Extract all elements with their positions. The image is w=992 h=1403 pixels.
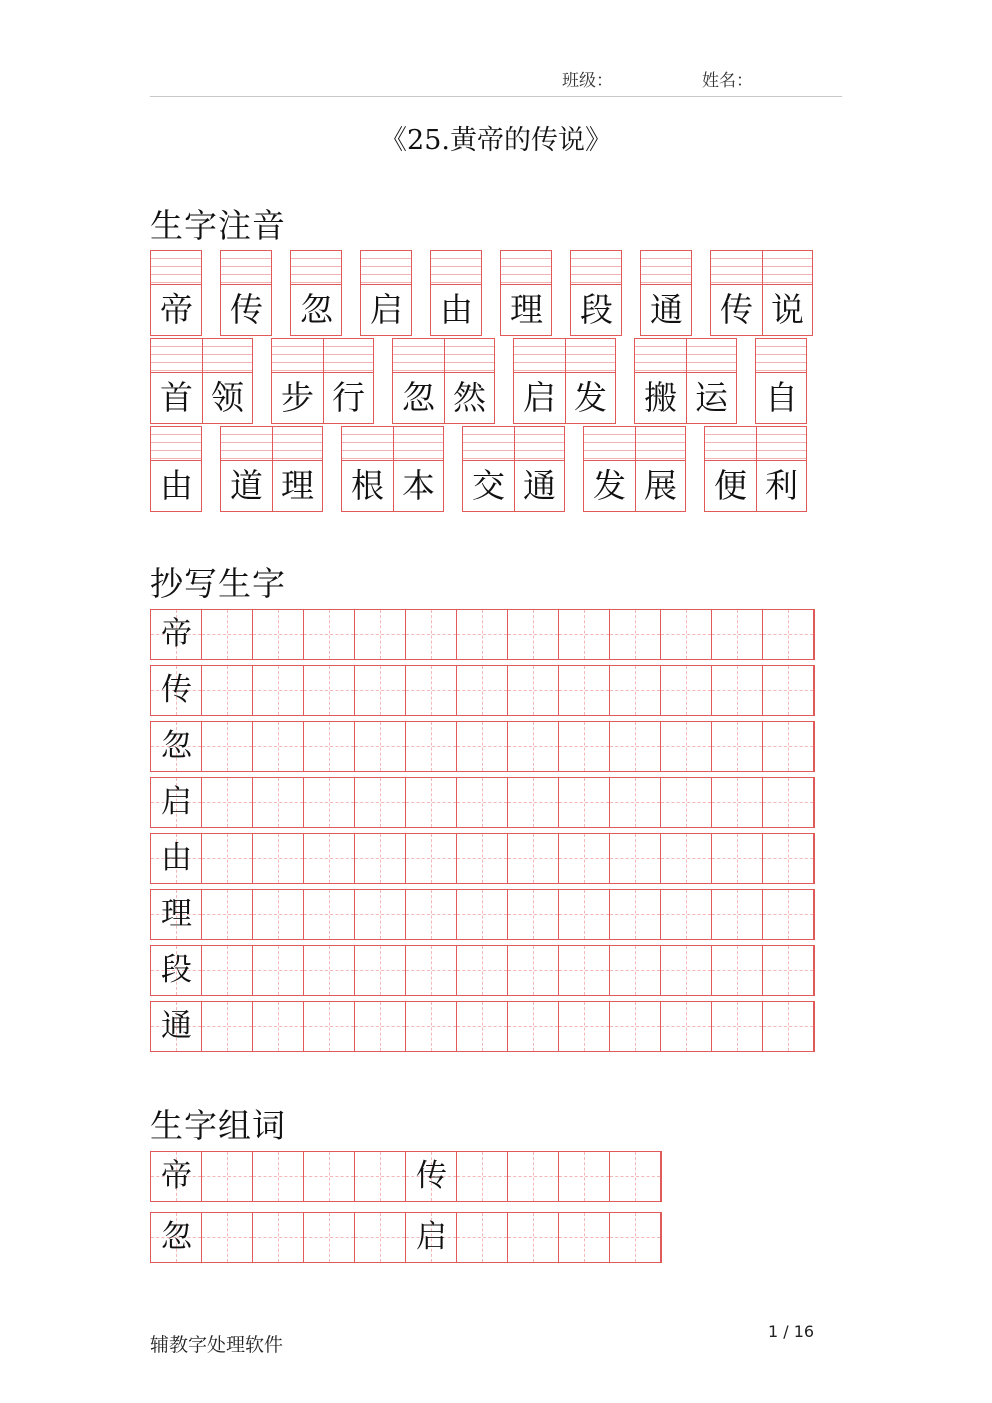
writing-cell[interactable]: [712, 778, 763, 827]
writing-cell[interactable]: [355, 722, 406, 771]
writing-cell[interactable]: [304, 610, 355, 659]
section-title-zhuyin: 生字注音: [150, 206, 286, 245]
zhuyin-character: 根: [351, 466, 384, 505]
zhuyin-word-box[interactable]: [570, 250, 622, 336]
zhuyin-character: 传: [230, 290, 263, 329]
zhuyin-character: 传: [720, 290, 753, 329]
pinyin-writing-lines[interactable]: [641, 251, 691, 285]
writing-cell[interactable]: [304, 946, 355, 995]
writing-cell[interactable]: [304, 666, 355, 715]
zhuyin-character: 运: [695, 378, 728, 417]
writing-cell[interactable]: [253, 1152, 304, 1201]
zhuyin-word-box[interactable]: [271, 338, 374, 424]
zhuyin-word-box[interactable]: [583, 426, 686, 512]
writing-cell[interactable]: [355, 666, 406, 715]
writing-cell[interactable]: [763, 890, 814, 939]
zhuyin-word-box[interactable]: [513, 338, 616, 424]
model-character: 帝: [161, 1158, 192, 1194]
practice-row: [150, 721, 815, 772]
writing-cell[interactable]: [508, 946, 559, 995]
zhuyin-character: 通: [523, 466, 556, 505]
zhuyin-character: 行: [332, 378, 365, 417]
writing-cell[interactable]: [457, 722, 508, 771]
writing-cell[interactable]: [559, 1152, 610, 1201]
writing-cell[interactable]: [202, 722, 253, 771]
writing-cell[interactable]: [508, 722, 559, 771]
zhuyin-character: 忽: [300, 290, 333, 329]
zhuyin-character: 步: [281, 378, 314, 417]
writing-cell[interactable]: [355, 1152, 406, 1201]
model-character: 帝: [161, 616, 192, 652]
writing-cell[interactable]: [457, 1002, 508, 1051]
zhuyin-character: 忽: [402, 378, 435, 417]
zhuyin-word-box[interactable]: [462, 426, 565, 512]
pinyin-writing-lines[interactable]: [431, 251, 481, 285]
writing-cell[interactable]: [202, 1213, 253, 1262]
zhuyin-word-box[interactable]: [634, 338, 737, 424]
writing-cell[interactable]: [406, 890, 457, 939]
writing-cell[interactable]: [661, 778, 712, 827]
writing-cell[interactable]: [253, 722, 304, 771]
writing-cell[interactable]: [304, 1152, 355, 1201]
page-number: 1 / 16: [768, 1322, 815, 1341]
practice-row: [150, 945, 815, 996]
pinyin-writing-lines[interactable]: [756, 339, 806, 373]
practice-row: [150, 889, 815, 940]
writing-cell[interactable]: [763, 610, 814, 659]
writing-cell[interactable]: [202, 666, 253, 715]
writing-cell[interactable]: [457, 1152, 508, 1201]
writing-cell[interactable]: [661, 722, 712, 771]
zhuyin-character: 发: [574, 378, 607, 417]
practice-row: [150, 777, 815, 828]
pinyin-writing-lines[interactable]: [151, 251, 201, 285]
writing-cell[interactable]: [712, 722, 763, 771]
writing-cell[interactable]: [508, 890, 559, 939]
writing-cell[interactable]: [610, 722, 661, 771]
writing-cell[interactable]: [355, 834, 406, 883]
pinyin-writing-lines[interactable]: [571, 251, 621, 285]
writing-cell[interactable]: [559, 1002, 610, 1051]
zhuyin-word-box[interactable]: [704, 426, 807, 512]
writing-cell[interactable]: [253, 778, 304, 827]
writing-cell[interactable]: [406, 946, 457, 995]
zhuyin-character: 领: [211, 378, 244, 417]
zhuyin-word-box[interactable]: [220, 250, 272, 336]
zhuyin-character: 首: [160, 378, 193, 417]
zhuyin-word-box[interactable]: [755, 338, 807, 424]
writing-cell[interactable]: [610, 778, 661, 827]
writing-cell[interactable]: [661, 946, 712, 995]
pinyin-writing-lines[interactable]: [361, 251, 411, 285]
writing-cell[interactable]: [457, 946, 508, 995]
practice-row: [150, 665, 815, 716]
zhuyin-character: 道: [230, 466, 263, 505]
writing-cell[interactable]: [304, 778, 355, 827]
practice-row: [150, 1001, 815, 1052]
zhuyin-word-box[interactable]: [500, 250, 552, 336]
section-title-words: 生字组词: [150, 1106, 286, 1145]
zhuyin-character: 由: [440, 290, 473, 329]
pinyin-writing-lines[interactable]: [291, 251, 341, 285]
zhuyin-character: 说: [771, 290, 804, 329]
model-character: 段: [161, 952, 192, 988]
writing-cell[interactable]: [406, 834, 457, 883]
writing-cell[interactable]: [508, 1152, 559, 1201]
writing-cell[interactable]: [712, 610, 763, 659]
writing-cell[interactable]: [610, 1213, 661, 1262]
writing-cell[interactable]: [661, 666, 712, 715]
writing-cell[interactable]: [559, 1213, 610, 1262]
zhuyin-character: 段: [580, 290, 613, 329]
writing-cell[interactable]: [457, 890, 508, 939]
zhuyin-word-box[interactable]: [341, 426, 444, 512]
header-divider: [150, 96, 842, 97]
writing-cell[interactable]: [304, 1213, 355, 1262]
zhuyin-word-box[interactable]: [150, 338, 253, 424]
zhuyin-character: 本: [402, 466, 435, 505]
zhuyin-word-box[interactable]: [710, 250, 813, 336]
zhuyin-word-box[interactable]: [220, 426, 323, 512]
writing-cell[interactable]: [406, 1002, 457, 1051]
writing-cell[interactable]: [610, 666, 661, 715]
zhuyin-character: 然: [453, 378, 486, 417]
zhuyin-character: 搬: [644, 378, 677, 417]
model-character: 传: [161, 672, 192, 708]
writing-cell[interactable]: [202, 1152, 253, 1201]
model-character: 忽: [161, 1219, 192, 1255]
writing-cell[interactable]: [610, 1152, 661, 1201]
zhuyin-word-box[interactable]: [150, 250, 202, 336]
writing-cell[interactable]: [355, 778, 406, 827]
writing-cell[interactable]: [202, 946, 253, 995]
writing-cell[interactable]: [202, 1002, 253, 1051]
writing-cell[interactable]: [661, 890, 712, 939]
writing-cell[interactable]: [406, 778, 457, 827]
writing-cell[interactable]: [202, 834, 253, 883]
writing-cell[interactable]: [763, 722, 814, 771]
zhuyin-word-box[interactable]: [150, 426, 202, 512]
practice-row: [150, 609, 815, 660]
practice-row: [150, 1151, 662, 1202]
writing-cell[interactable]: [457, 778, 508, 827]
zhuyin-character: 帝: [160, 290, 193, 329]
zhuyin-word-box[interactable]: [392, 338, 495, 424]
writing-cell[interactable]: [661, 834, 712, 883]
writing-cell[interactable]: [253, 1002, 304, 1051]
writing-cell[interactable]: [712, 834, 763, 883]
writing-cell[interactable]: [610, 610, 661, 659]
model-character: 启: [161, 784, 192, 820]
writing-cell[interactable]: [202, 610, 253, 659]
zhuyin-character: 交: [472, 466, 505, 505]
writing-cell[interactable]: [712, 890, 763, 939]
writing-cell[interactable]: [253, 834, 304, 883]
writing-cell[interactable]: [202, 778, 253, 827]
writing-cell[interactable]: [406, 722, 457, 771]
writing-cell[interactable]: [559, 946, 610, 995]
zhuyin-character: 启: [370, 290, 403, 329]
writing-cell[interactable]: [508, 834, 559, 883]
writing-cell[interactable]: [253, 610, 304, 659]
pinyin-writing-lines[interactable]: [151, 427, 201, 461]
writing-cell[interactable]: [763, 834, 814, 883]
writing-cell[interactable]: [559, 890, 610, 939]
model-character: 传: [416, 1158, 447, 1194]
zhuyin-character: 展: [644, 466, 677, 505]
writing-cell[interactable]: [406, 666, 457, 715]
writing-cell[interactable]: [253, 946, 304, 995]
writing-cell[interactable]: [661, 1002, 712, 1051]
writing-cell[interactable]: [712, 1002, 763, 1051]
writing-cell[interactable]: [712, 946, 763, 995]
document-title: 《25.黄帝的传说》: [380, 125, 612, 156]
writing-cell[interactable]: [304, 834, 355, 883]
writing-cell[interactable]: [559, 666, 610, 715]
writing-cell[interactable]: [355, 946, 406, 995]
class-label: 班级：: [562, 71, 613, 91]
writing-cell[interactable]: [406, 610, 457, 659]
writing-cell[interactable]: [355, 1002, 406, 1051]
writing-cell[interactable]: [712, 666, 763, 715]
practice-row: [150, 1212, 662, 1263]
zhuyin-grid: [150, 250, 830, 520]
model-character: 通: [161, 1008, 192, 1044]
writing-cell[interactable]: [253, 890, 304, 939]
model-character: 由: [161, 840, 192, 876]
writing-cell[interactable]: [610, 1002, 661, 1051]
writing-cell[interactable]: [304, 722, 355, 771]
writing-cell[interactable]: [559, 722, 610, 771]
writing-cell[interactable]: [253, 666, 304, 715]
writing-cell[interactable]: [355, 610, 406, 659]
writing-cell[interactable]: [355, 1213, 406, 1262]
zhuyin-word-box[interactable]: [430, 250, 482, 336]
writing-cell[interactable]: [559, 778, 610, 827]
writing-cell[interactable]: [610, 834, 661, 883]
practice-row: [150, 833, 815, 884]
zhuyin-word-box[interactable]: [640, 250, 692, 336]
writing-cell[interactable]: [610, 890, 661, 939]
zhuyin-character: 自: [765, 378, 798, 417]
zhuyin-character: 理: [510, 290, 543, 329]
writing-cell[interactable]: [559, 610, 610, 659]
writing-cell[interactable]: [763, 1002, 814, 1051]
zhuyin-word-box[interactable]: [290, 250, 342, 336]
writing-cell[interactable]: [508, 1213, 559, 1262]
writing-cell[interactable]: [304, 890, 355, 939]
writing-cell[interactable]: [763, 946, 814, 995]
pinyin-writing-lines[interactable]: [501, 251, 551, 285]
zhuyin-character: 理: [281, 466, 314, 505]
writing-cell[interactable]: [508, 666, 559, 715]
writing-cell[interactable]: [457, 666, 508, 715]
writing-cell[interactable]: [202, 890, 253, 939]
zhuyin-character: 发: [593, 466, 626, 505]
zhuyin-character: 启: [523, 378, 556, 417]
zhuyin-word-box[interactable]: [360, 250, 412, 336]
pinyin-writing-lines[interactable]: [221, 251, 271, 285]
name-label: 姓名：: [702, 71, 753, 91]
zhuyin-character: 利: [765, 466, 798, 505]
model-character: 理: [161, 896, 192, 932]
writing-cell[interactable]: [508, 778, 559, 827]
zhuyin-character: 通: [650, 290, 683, 329]
model-character: 启: [416, 1219, 447, 1255]
writing-cell[interactable]: [508, 1002, 559, 1051]
writing-cell[interactable]: [763, 778, 814, 827]
writing-cell[interactable]: [508, 610, 559, 659]
writing-cell[interactable]: [253, 1213, 304, 1262]
writing-cell[interactable]: [304, 1002, 355, 1051]
writing-cell[interactable]: [355, 890, 406, 939]
model-character: 忽: [161, 728, 192, 764]
writing-cell[interactable]: [457, 610, 508, 659]
writing-cell[interactable]: [559, 834, 610, 883]
writing-cell[interactable]: [457, 1213, 508, 1262]
writing-cell[interactable]: [457, 834, 508, 883]
section-title-copy: 抄写生字: [150, 564, 286, 603]
writing-cell[interactable]: [610, 946, 661, 995]
zhuyin-character: 由: [160, 466, 193, 505]
footer-software-label: 辅教字处理软件: [150, 1334, 284, 1356]
writing-cell[interactable]: [661, 610, 712, 659]
writing-cell[interactable]: [763, 666, 814, 715]
zhuyin-character: 便: [714, 466, 747, 505]
